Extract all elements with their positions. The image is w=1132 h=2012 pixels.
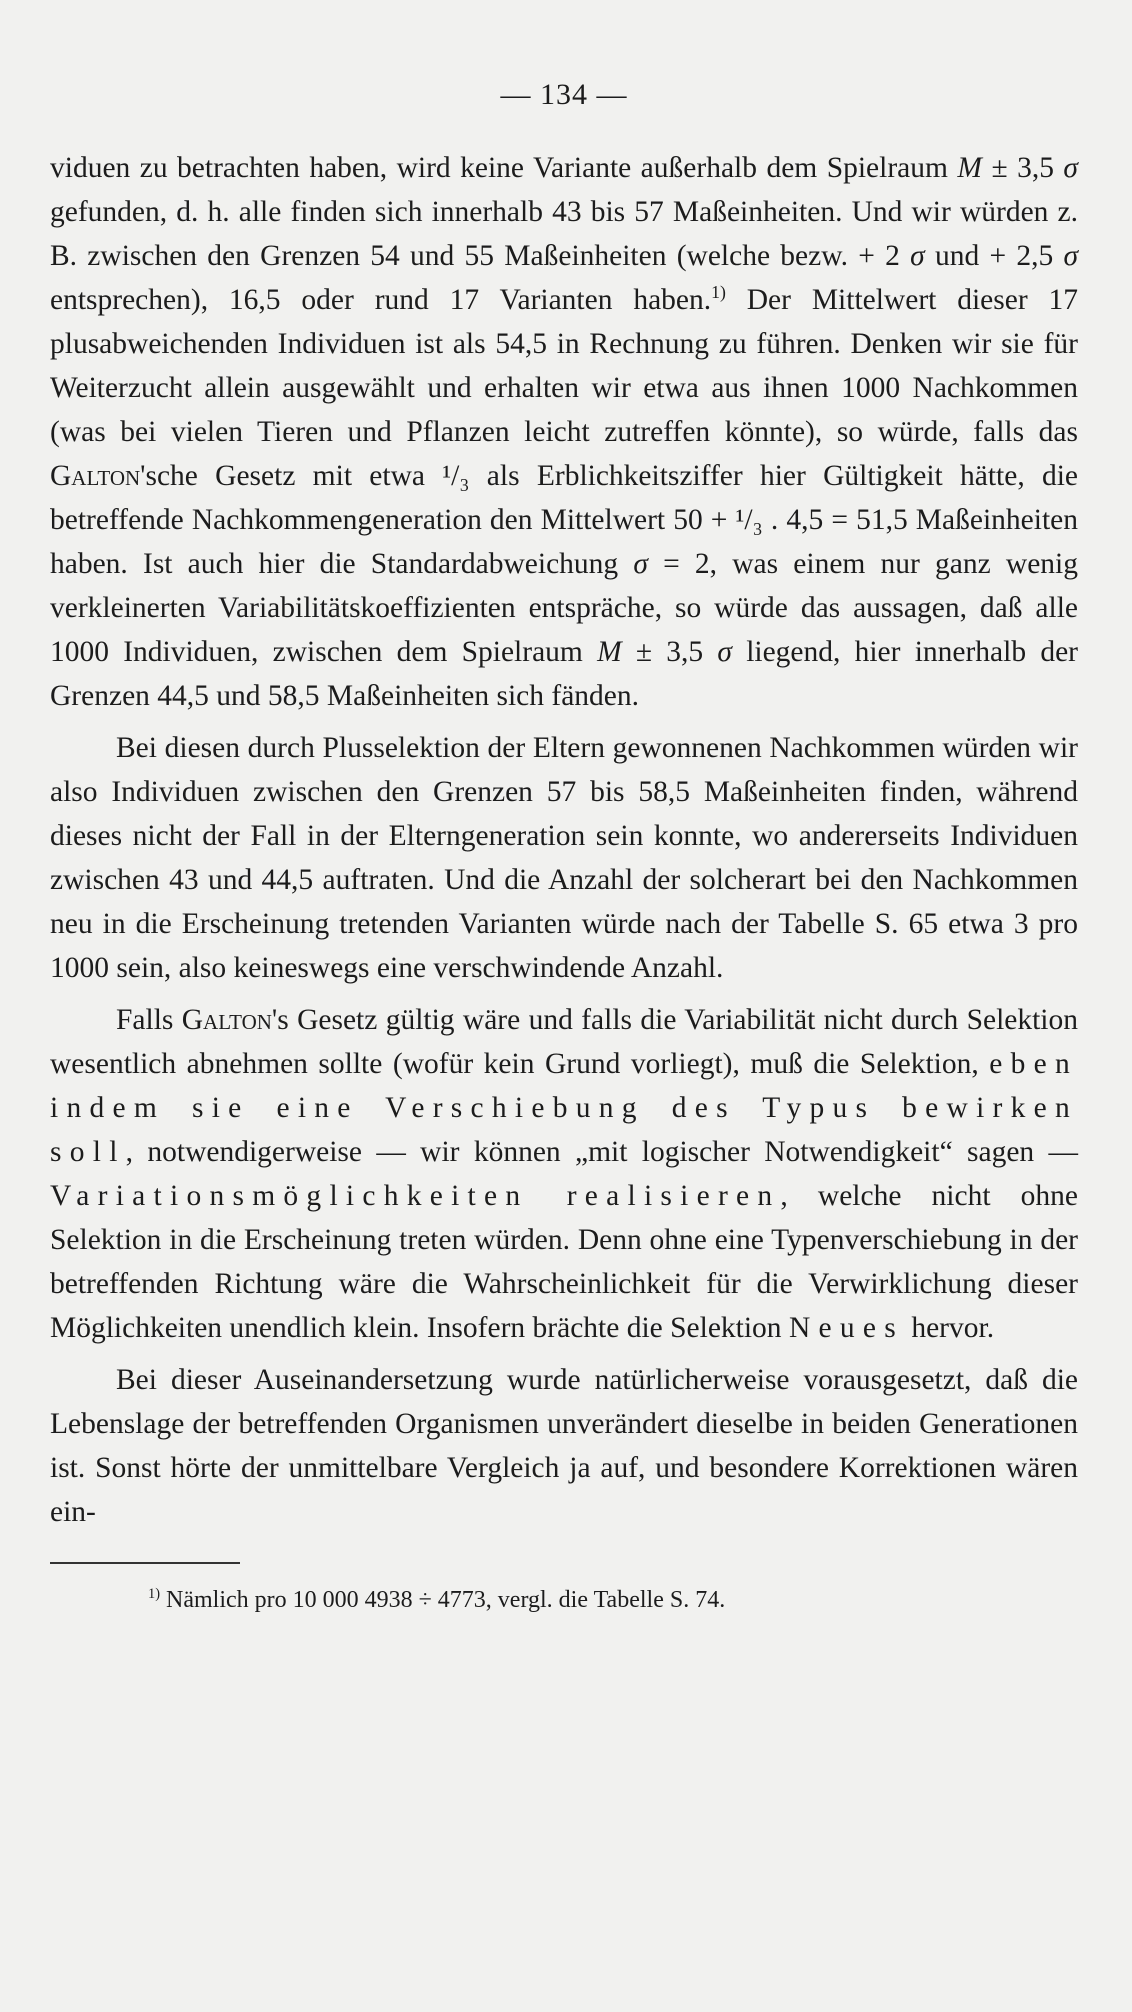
paragraph-3 xyxy=(50,998,1078,1350)
paragraph-1 xyxy=(50,146,1078,718)
text-segment: liegend, hier innerhalb der Grenzen 44,5 und 58,5 Maßeinheiten sich fänden. xyxy=(50,636,1078,712)
text-segment: σ xyxy=(717,636,732,668)
paragraph-2 xyxy=(50,726,1078,990)
footnote-rule xyxy=(50,1562,240,1564)
text-segment: σ xyxy=(1063,152,1078,184)
text-segment: σ xyxy=(910,240,925,272)
text-segment: σ xyxy=(1063,240,1079,272)
text-segment: 's Gesetz gültig wäre und falls die Variabilität nicht durch Selektion wesentlich abnehmen sollte (wofür kein Grund vorliegt), muß die Selektion, xyxy=(50,1004,1079,1080)
footnote xyxy=(148,1582,1078,1618)
text-segment: Galton xyxy=(181,1004,272,1036)
text-segment: σ xyxy=(633,548,648,580)
body-text xyxy=(50,146,1078,1534)
footnote-marker: 1) xyxy=(148,1586,160,1602)
text-segment: ± 3,5 xyxy=(621,636,718,668)
text-segment: Neues xyxy=(788,1312,904,1344)
text-segment: , notwendigerweise — wir können „mit logischer Notwendigkeit“ sagen — xyxy=(125,1136,1078,1168)
footnote-text: Nämlich pro 10 000 4938 ÷ 4773, vergl. die Tabelle S. 74. xyxy=(160,1587,726,1613)
text-segment: Falls xyxy=(116,1004,182,1036)
paragraph-4 xyxy=(50,1358,1078,1534)
text-segment: Bei dieser Auseinandersetzung wurde natürlicherweise vorausgesetzt, daß die Lebenslage der betreffenden Organismen unverändert dieselbe in beiden Generationen ist. Sonst hörte der unmittelbare Vergleich ja auf, und besondere Korrektionen wären ein- xyxy=(50,1364,1078,1528)
text-segment: Bei diesen durch Plusselektion der Eltern gewonnenen Nachkommen würden wir also Individuen zwischen den Grenzen 57 bis 58,5 Maßeinheiten finden, während dieses nicht der Fall in der Elterngeneration sein konnte, wo andererseits Individuen zwischen 43 und 44,5 auftraten. Und die Anzahl der solcherart bei den Nachkommen neu in die Erscheinung tretenden Varianten würde nach der Tabelle S. 65 etwa 3 pro 1000 sein, also keineswegs eine verschwindende Anzahl. xyxy=(50,732,1078,984)
text-segment: M xyxy=(597,636,622,668)
text-segment: M xyxy=(957,152,982,184)
footnote-reference: 1) xyxy=(711,282,726,303)
page-number: — 134 — xyxy=(500,78,628,111)
text-segment: Galton xyxy=(50,460,141,492)
text-segment: Variationsmöglichkeiten realisieren xyxy=(50,1180,781,1212)
text-segment: , welche nicht ohne Selektion in die Erscheinung treten würden. Denn ohne eine Typenverschiebung in der betreffenden Richtung wäre die Wahrscheinlichkeit für die Verwirklichung dieser Möglichkeiten unendlich klein. Insofern brächte die Selektion xyxy=(50,1180,1078,1344)
text-segment: = 2, was einem nur ganz wenig verkleinerten Variabilitätskoeffizienten entspräche, so würde das aussagen, daß alle 1000 Individuen, zwischen dem Spielraum xyxy=(50,548,1079,668)
text-segment: hervor. xyxy=(903,1312,995,1344)
text-segment: und + 2,5 xyxy=(924,240,1064,272)
text-segment: viduen zu betrachten haben, wird keine Variante außerhalb dem Spielraum xyxy=(50,152,958,184)
text-segment: ± 3,5 xyxy=(981,152,1064,184)
text-segment: 'sche Gesetz mit etwa ¹/₃ als Erblichkeitsziffer hier Gültigkeit hätte, die betreffende Nachkommengeneration den Mittelwert 50 + ¹/₃ . 4,5 = 51,5 Maßeinheiten haben. Ist auch hier die Standardabweichung xyxy=(50,460,1078,580)
text-segment: entsprechen), 16,5 oder rund 17 Varianten haben. xyxy=(50,284,712,316)
text-segment: Der Mittelwert dieser 17 plusabweichenden Individuen ist als 54,5 in Rechnung zu führen. Denken wir sie für Weiterzucht allein ausgewählt und erhalten wir etwa aus ihnen 1000 Nachkommen (was bei vielen Tieren und Pflanzen leicht zutreffen könnte), so würde, falls das xyxy=(50,284,1079,448)
text-segment: eben indem sie eine Verschiebung des Typus bewirken soll xyxy=(50,1048,1078,1168)
text-segment: gefunden, d. h. alle finden sich innerhalb 43 bis 57 Maßeinheiten. Und wir würden z. B. zwischen den Grenzen 54 und 55 Maßeinheiten (welche bezw. + 2 xyxy=(50,196,1078,272)
